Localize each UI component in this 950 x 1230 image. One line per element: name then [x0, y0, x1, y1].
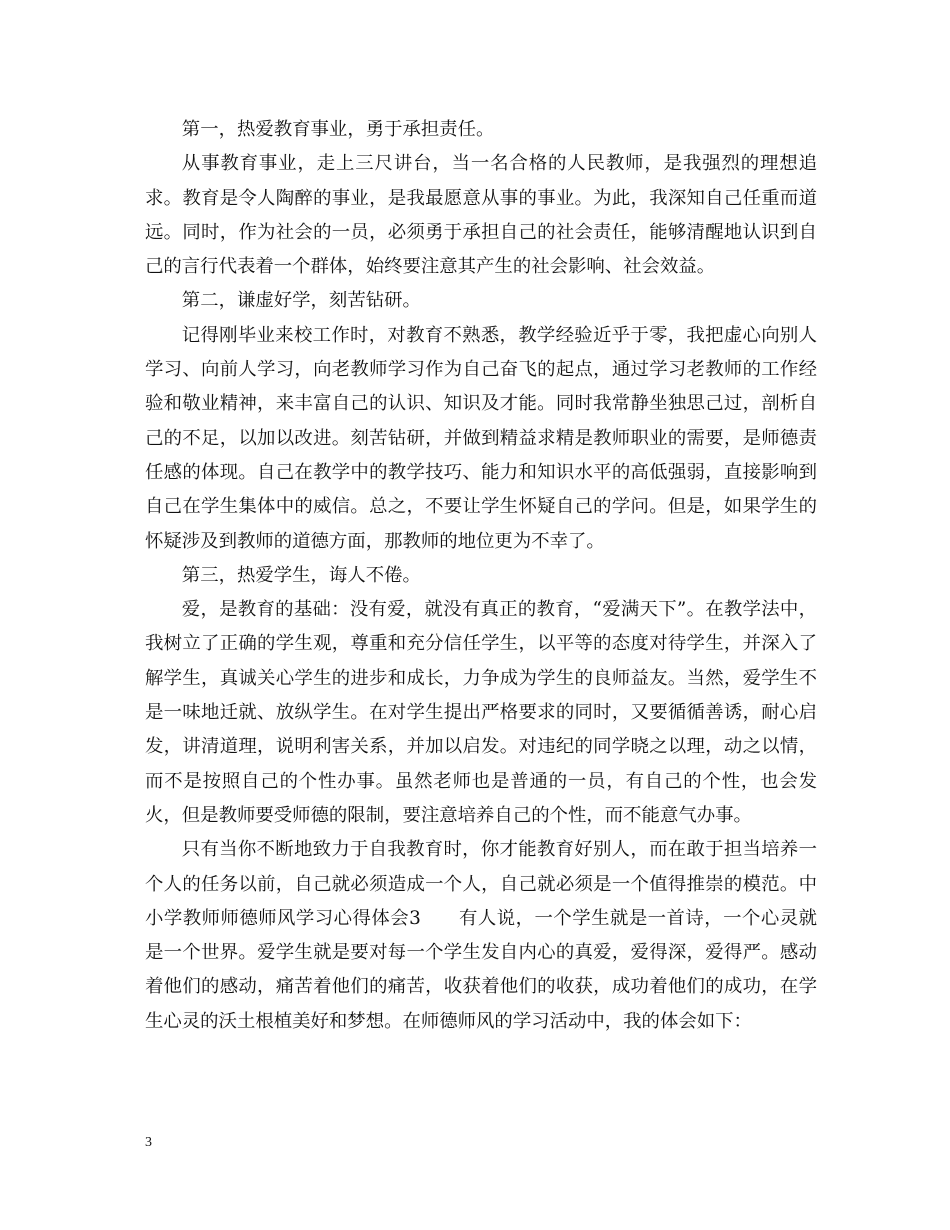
paragraph-body: 爱，是教育的基础：没有爱，就没有真正的教育，“爱满天下”。在教学法中，我树立了正确的学生观，尊重和充分信任学生，以平等的态度对待学生，并深入了解学生，真诚关心学生的进步和成长，力争成为学生的良师益友。当然，爱学生不是一味地迁就、放纵学生。在对学生提出严格要求的同时，又要循循善诱，耐心启发，讲清道理，说明利害关系，并加以启发。对违纪的同学晓之以理，动之以情，而不是按照自己的个性办事。虽然老师也是普通的一员，有自己的个性，也会发火，但是教师要受师德的限制，要注意培养自己的个性，而不能意气办事。 — [145, 599, 817, 826]
paragraph-heading-second: 第二，谦虚好学，刻苦钻研。 — [181, 290, 421, 312]
page-number: 3 — [145, 1135, 152, 1150]
document-body — [145, 113, 817, 1039]
paragraph-heading-third: 第三，热爱学生，诲人不倦。 — [181, 564, 421, 586]
paragraph-body: 记得刚毕业来校工作时，对教育不熟悉，教学经验近乎于零，我把虚心向别人学习、向前人学习，向老教师学习作为自己奋飞的起点，通过学习老教师的工作经验和敬业精神，来丰富自己的认识、知识及才能。同时我常静坐独思己过，剖析自己的不足，以加以改进。刻苦钻研，并做到精益求精是教师职业的需要，是师德责任感的体现。自己在教学中的教学技巧、能力和知识水平的高低强弱，直接影响到自己在学生集体中的威信。总之，不要让学生怀疑自己的学问。但是，如果学生的怀疑涉及到教师的道德方面，那教师的地位更为不幸了。 — [145, 324, 817, 552]
paragraph-body: 从事教育事业，走上三尺讲台，当一名合格的人民教师，是我强烈的理想追求。教育是令人陶醉的事业，是我最愿意从事的事业。为此，我深知自己任重而道远。同时，作为社会的一员，必须勇于承担自己的社会责任，能够清醒地认识到自己的言行代表着一个群体，始终要注意其产生的社会影响、社会效益。 — [145, 153, 817, 278]
paragraph-body: 只有当你不断地致力于自我教育时，你才能教育好别人，而在敢于担当培养一个人的任务以前，自己就必须造成一个人，自己就必须是一个值得推崇的模范。中小学教师师德师风学习心得体会3 有人说，一个学生就是一首诗，一个心灵就是一个世界。爱学生就是要对每一个学生发自内心的真爱，爱得深，爱得严。感动着他们的感动，痛苦着他们的痛苦，收获着他们的收获，成功着他们的成功，在学生心灵的沃土根植美好和梦想。在师德师风的学习活动中，我的体会如下： — [145, 839, 817, 1032]
paragraph-heading-first: 第一，热爱教育事业，勇于承担责任。 — [181, 119, 495, 140]
